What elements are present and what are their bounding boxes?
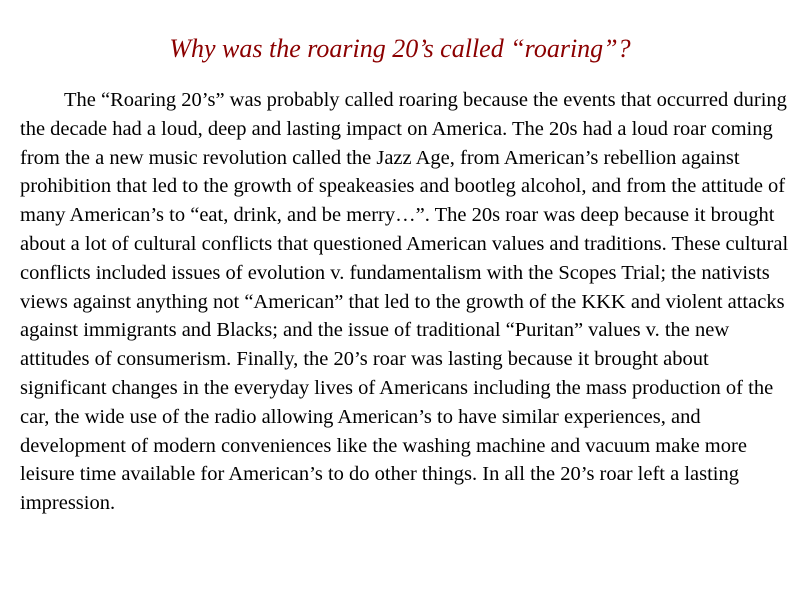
body-paragraph: The “Roaring 20’s” was probably called roaring because the events that occurred during the decade had a loud, deep and lasting impact on America. The 20s had a loud roar coming from the a new music revolution called the Jazz Age, from American’s rebellion against prohibition that led to the growth of speakeasies and bootleg alcohol, and from the attitude of many American’s to “eat, drink, and be merry…”. The 20s roar was deep because it brought about a lot of cultural conflicts that questioned American values and traditions. These cultural conflicts included issues of evolution v. fundamentalism with the Scopes Trial; the nativists views against anything not “American” that led to the growth of the KKK and violent attacks against immigrants and Blacks; and the issue of traditional “Puritan” values v. the new attitudes of consumerism. Finally, the 20’s roar was lasting because it brought about significant changes in the everyday lives of Americans including the mass production of the car, the wide use of the radio allowing American’s to have similar experiences, and development of modern conveniences like the washing machine and vacuum make more leisure time available for American’s to do other things. In all the 20’s roar left a lasting impression. <box>20 89 789 515</box>
slide-title: Why was the roaring 20’s called “roaring”? <box>169 34 631 63</box>
